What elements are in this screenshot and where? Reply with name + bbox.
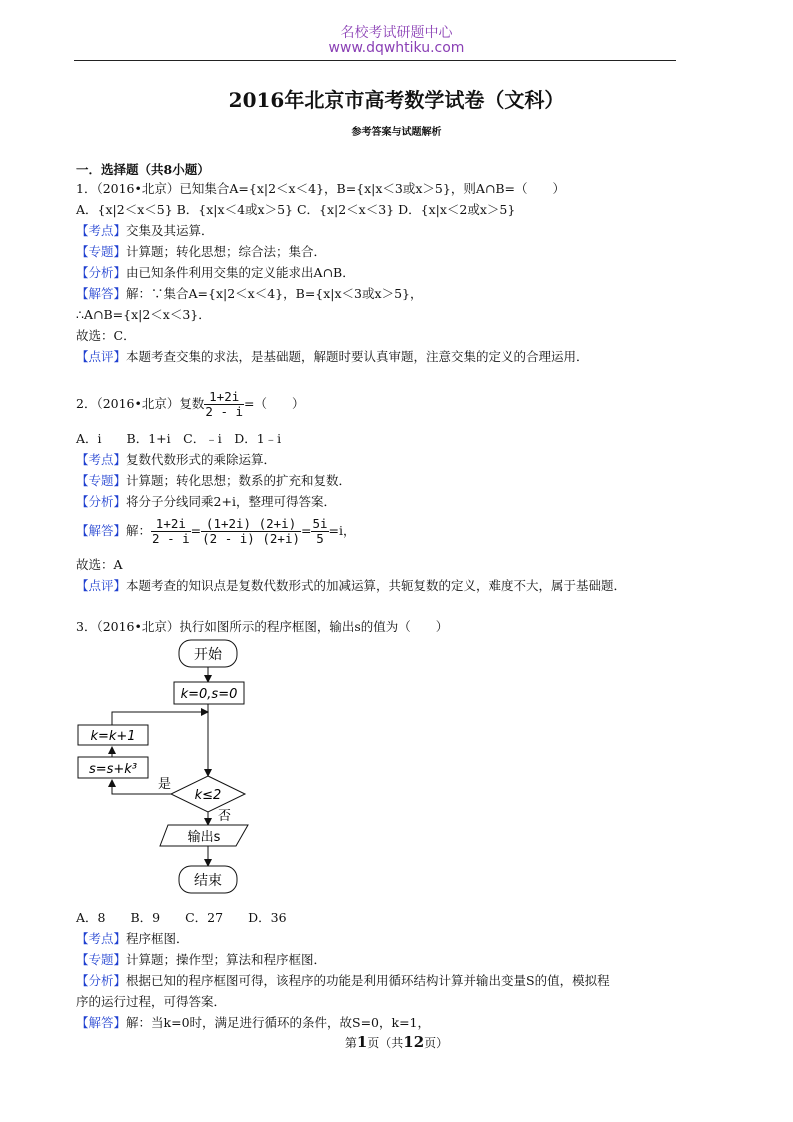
- fenxi-tag: 【分析】: [76, 973, 127, 988]
- q3-jieda-text: 解：当k=0时，满足进行循环的条件，故S=0，k=1，: [126, 1015, 431, 1030]
- zhuanti-tag: 【专题】: [76, 473, 127, 488]
- section-heading: 一．选择题（共8小题）: [76, 162, 210, 177]
- fenxi-tag: 【分析】: [76, 494, 127, 509]
- q3-fenxi-text: 根据已知的程序框图可得，该程序的功能是利用循环结构计算并输出变量S的值，模拟程: [126, 973, 610, 988]
- q2-frac-num: 1+2i: [204, 390, 244, 405]
- equals-sign: =: [190, 523, 202, 538]
- q1-kaodian-text: 交集及其运算．: [126, 223, 214, 238]
- q3-fenxi: [76, 973, 610, 989]
- site-url[interactable]: www.dqwhtiku.com: [328, 40, 465, 56]
- q2-stem: [76, 386, 305, 422]
- q2-result: =i，: [328, 523, 356, 538]
- q1-jieda: [76, 286, 422, 302]
- q2-fenxi: [76, 494, 336, 510]
- footer-middle: 页（共: [367, 1036, 404, 1050]
- frac1-den: 2 - i: [152, 531, 190, 546]
- q3-kaodian-text: 程序框图．: [126, 931, 189, 946]
- frac2-den: (2 - i) (2+i): [202, 531, 300, 546]
- dianping-tag: 【点评】: [76, 349, 127, 364]
- q1-jieda-text: 解：∵集合A={x|2＜x＜4}，B={x|x＜3或x＞5}，: [126, 286, 423, 301]
- flowchart: [60, 636, 300, 898]
- q1-fenxi-text: 由已知条件利用交集的定义能求出A∩B．: [126, 265, 355, 280]
- flow-inc-label: k=k+1: [90, 729, 136, 744]
- q3-stem: 3．（2016•北京）执行如图所示的程序框图，输出s的值为（ ）: [76, 619, 449, 634]
- kaodian-tag: 【考点】: [76, 931, 127, 946]
- page-title: 2016年北京市高考数学试卷（文科）: [228, 88, 565, 112]
- flow-yes-label: 是: [158, 777, 172, 792]
- dianping-tag: 【点评】: [76, 578, 127, 593]
- q1-fenxi: [76, 265, 355, 281]
- flow-no-label: 否: [218, 809, 232, 824]
- frac2-num: (1+2i) (2+i): [201, 517, 301, 532]
- flow-end-label: 结束: [194, 873, 222, 889]
- jieda-tag: 【解答】: [76, 523, 127, 538]
- q2-dianping-text: 本题考查的知识点是复数代数形式的加减运算，共轭复数的定义，难度不大，属于基础题．: [126, 578, 627, 593]
- flow-sum-label: s=s+k³: [88, 762, 138, 777]
- kaodian-tag: 【考点】: [76, 223, 127, 238]
- jieda-tag: 【解答】: [76, 286, 127, 301]
- zhuanti-tag: 【专题】: [76, 244, 127, 259]
- fenxi-tag: 【分析】: [76, 265, 127, 280]
- q2-zhuanti: [76, 473, 351, 489]
- frac1-num: 1+2i: [151, 517, 191, 532]
- q2-options: A．i B．1+i C．﹣i D．1﹣i: [76, 431, 282, 446]
- page-subtitle: 参考答案与试题解析: [351, 127, 442, 138]
- site-name: 名校考试研题中心: [340, 25, 453, 41]
- flow-cond-label: k≤2: [194, 788, 222, 803]
- q3-options: A．8 B．9 C．27 D．36: [76, 910, 287, 925]
- jieda-tag: 【解答】: [76, 1015, 127, 1030]
- flow-init-label: k=0,s=0: [180, 687, 238, 702]
- q1-choice: 故选：C．: [76, 328, 136, 343]
- header-rule: [74, 60, 676, 61]
- q3-jieda: [76, 1015, 430, 1031]
- q1-stem: 1．（2016•北京）已知集合A={x|2＜x＜4}，B={x|x＜3或x＞5}，则A∩B=（ ）: [76, 181, 566, 196]
- q3-fenxi-line2: 序的运行过程，可得答案．: [76, 994, 227, 1009]
- flow-output-label: 输出s: [187, 830, 221, 845]
- footer-suffix: 页）: [424, 1036, 449, 1050]
- q2-stem-suffix: =（ ）: [244, 396, 305, 411]
- q2-fraction: [204, 390, 244, 419]
- q2-choice: 故选：A: [76, 557, 123, 572]
- flow-start-label: 开始: [194, 647, 222, 663]
- q1-options: A．{x|2＜x＜5} B．{x|x＜4或x＞5} C．{x|2＜x＜3} D．{x|x＜2或x＞5}: [76, 202, 516, 217]
- frac3-num: 5i: [312, 516, 328, 531]
- zhuanti-tag: 【专题】: [76, 952, 127, 967]
- q3-kaodian: [76, 931, 189, 947]
- q2-kaodian-text: 复数代数形式的乘除运算．: [126, 452, 277, 467]
- equals-sign: =: [301, 523, 312, 538]
- q2-zhuanti-text: 计算题；转化思想；数系的扩充和复数．: [126, 473, 352, 488]
- q2-jieda: [76, 513, 356, 549]
- q3-zhuanti-text: 计算题；操作型；算法和程序框图．: [126, 952, 327, 967]
- page-number: 1: [356, 1033, 368, 1051]
- kaodian-tag: 【考点】: [76, 452, 127, 467]
- q2-fenxi-text: 将分子分线同乘2+i，整理可得答案．: [126, 494, 336, 509]
- q1-kaodian: [76, 223, 214, 239]
- frac3-den: 5: [316, 531, 324, 546]
- q2-jieda-prefix: 解：: [126, 523, 152, 538]
- page-total: 12: [403, 1033, 425, 1051]
- q1-zhuanti: [76, 244, 326, 260]
- footer-prefix: 第: [344, 1036, 357, 1050]
- q2-jieda-frac2: [201, 517, 301, 546]
- page-footer: [0, 1033, 793, 1051]
- q1-jieda-line2: ∴A∩B={x|2＜x＜3}．: [76, 307, 211, 322]
- q2-kaodian: [76, 452, 276, 468]
- q1-dianping-text: 本题考查交集的求法，是基础题，解题时要认真审题，注意交集的定义的合理运用．: [126, 349, 589, 364]
- q2-frac-den: 2 - i: [205, 404, 244, 419]
- q1-dianping: [76, 349, 589, 365]
- q2-jieda-frac1: [151, 517, 191, 546]
- q3-zhuanti: [76, 952, 326, 968]
- q1-zhuanti-text: 计算题；转化思想；综合法；集合．: [126, 244, 327, 259]
- q2-stem-prefix: 2．（2016•北京）复数: [76, 396, 205, 411]
- q2-jieda-frac3: [311, 517, 328, 546]
- q2-dianping: [76, 578, 626, 594]
- flow-loop-line: [112, 712, 208, 725]
